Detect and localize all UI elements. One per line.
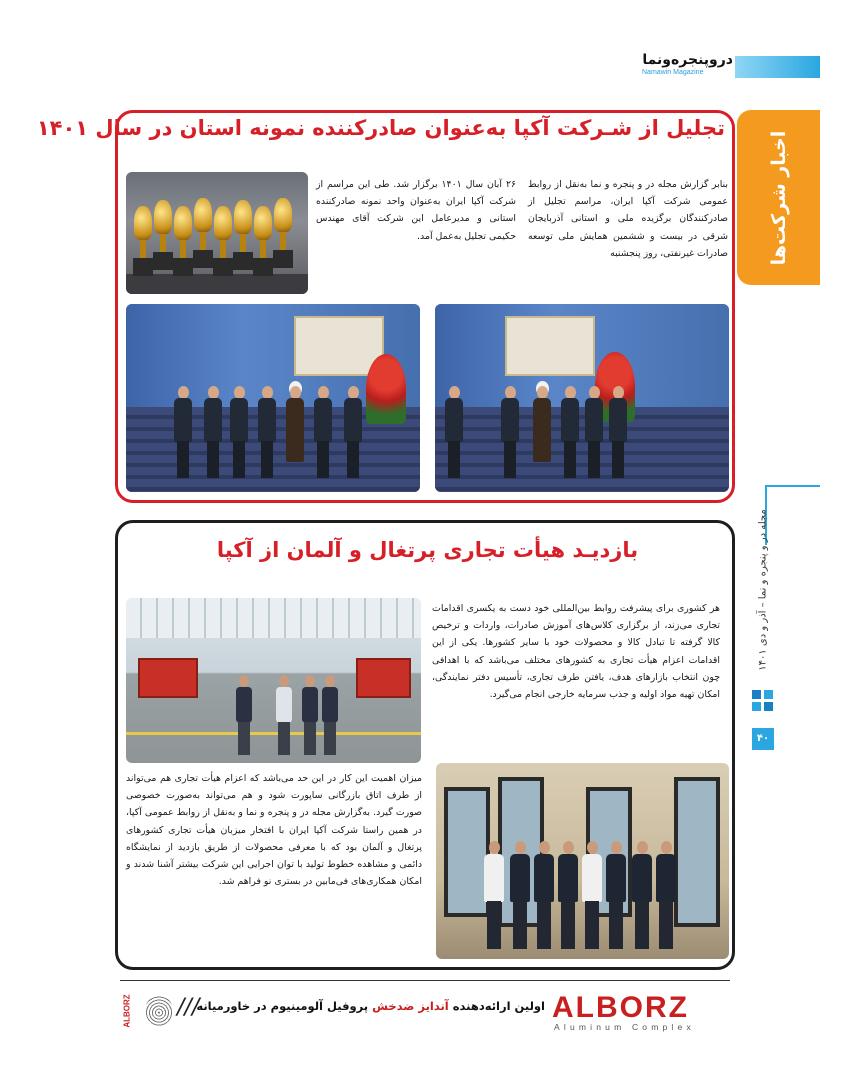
alborz-brand-sub: Aluminum Complex: [554, 1022, 695, 1032]
article1-col-left: ۲۶ آبان سال ۱۴۰۱ برگزار شد. طی این مراسم از شرکت آکپا ایران به‌عنوان واحد نمونه صادرکننده استانی و مدیرعامل این شرکت آقای مهندس حکیمی تجلیل به‌عمل آمد.: [316, 179, 517, 242]
alborz-brand: ALBORZ: [552, 991, 689, 1024]
masthead-bar: [735, 56, 820, 78]
article2-title: بازدیـد هیأت تجاری پرتغال و آلمان از آکپا: [216, 538, 639, 562]
article2-col-right: هر کشوری برای پیشرفت روابط بین‌المللی خود دست به یکسری اقدامات تجاری می‌زند، از برگزاری کلاس‌های آموزش صادرات، واردات و ترخیص کالا گرفته تا تبادل کالا و محصولات خود با سایر کشورها. یکی از این اقدامات اعزام هیأت تجاری به کشورهای مختلف می‌باشد که با اهدافی چون انتخاب بازارهای هدف، یافتن طرف تجاری، تأسیس دفتر نمایندگی، امکان تهیه مواد اولیه و جذب سرمایه خارجی انجام می‌گیرد.: [432, 603, 720, 701]
article1-col-right: بنابر گزارش مجله در و پنجره و نما به‌نقل از روابط عمومی شرکت آکپا ایران، مراسم تجلیل از صادرکنندگان برگزیده ملی و استانی آذربایجان شرقی در بیست و ششمین همایش ملی توسعه صادرات غیرنفتی، روز پنجشنبه: [528, 179, 728, 259]
namawin-logo-icon: [752, 690, 774, 712]
ad-vertical-text: ALBORZ: [122, 994, 132, 1028]
ad-slogan: [196, 999, 545, 1013]
factory-visit-photo: [126, 598, 421, 763]
ad-vertical-brand: [120, 987, 134, 1035]
trophies-photo: [126, 172, 308, 294]
ceremony-photo-right: [435, 304, 729, 492]
section-tab: [737, 110, 820, 285]
ad-divider: [120, 980, 730, 981]
delegation-group-photo: [436, 763, 729, 959]
logo-fa: دروپنجره‌ونما: [642, 52, 733, 68]
ad-slogan-pre: اولین ارائه‌دهنده: [448, 999, 545, 1013]
section-tab-label: اخبار شرکت‌ها: [767, 130, 790, 265]
alborz-logo: [552, 991, 730, 1035]
slashes-icon: ///: [177, 995, 200, 1020]
ad-slogan-highlight: آندایز ضدخش: [372, 999, 449, 1013]
masthead: [640, 52, 820, 82]
ceremony-photo-left: [126, 304, 420, 492]
article1-title: تجلیل از شـرکت آکپا به‌عنوان صادرکننده نمونه استان در سال ۱۴۰۱: [36, 116, 725, 140]
side-caption: [751, 505, 775, 675]
page-number: ۴۰: [752, 728, 774, 750]
article2-col-left: میزان اهمیت این کار در این حد می‌باشد که اعزام هیأت تجاری هم می‌تواند از طرف اتاق بازرگانی ساپورت شود و هم می‌تواند به‌صورت خصوصی صورت گیرد. به‌گزارش مجله در و پنجره و نما و به‌نقل از روابط عمومی آکپا، در همین راستا شرکت آکپا ایران با افتخار میزبان هیأت تجاری کشورهای پرتغال و آلمان بود که با معرفی محصولات از طریق بازدید از نمایشگاه دائمی و مشاهده خطوط تولید با توان اجرایی این شرکت بیشتر آشنا شدند و امکان همکاری‌های فی‌مابین در بستری نو فراهم شد.: [126, 773, 422, 888]
logo-en: Namawin Magazine: [642, 69, 704, 76]
side-caption-text: مجله در و پنجره و نما – آذر و دی ۱۴۰۱: [757, 509, 769, 671]
namawin-logo: [640, 52, 735, 82]
fingerprint-icon: [145, 995, 173, 1027]
side-rule: [765, 485, 820, 487]
ad-slogan-post: پروفیل آلومینیوم در خاورمیانه: [196, 999, 373, 1013]
alborz-advertisement: [120, 985, 735, 1040]
